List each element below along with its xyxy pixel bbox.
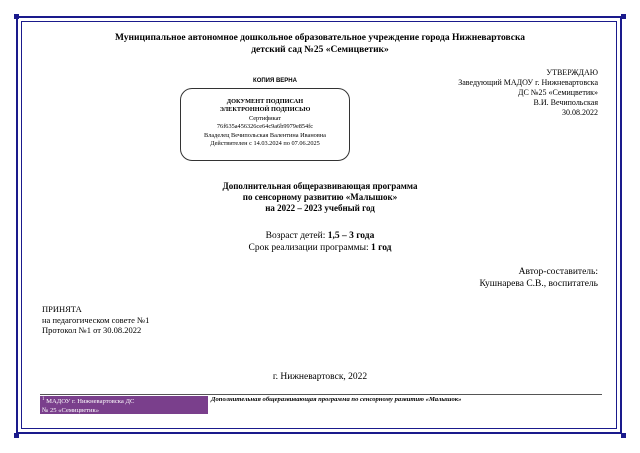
institution-header xyxy=(40,32,600,56)
institution-name-line2: детский сад №25 «Семицветик» xyxy=(251,45,389,55)
program-title-line2: по сенсорному развитию «Малышок» xyxy=(242,192,398,203)
age-label: Возраст детей: xyxy=(265,231,328,241)
stamp-cert-number: 76f635a456326ce64c9a6b9979e854fc xyxy=(216,123,314,131)
term-label: Срок реализации программы: xyxy=(248,243,371,253)
footer-program-title: Дополнительная общеразвивающая программа по сенсорному развитию «Малышок» xyxy=(211,396,462,403)
footer-organization xyxy=(40,396,208,414)
stamp-title-line1: ДОКУМЕНТ ПОДПИСАН xyxy=(226,98,304,105)
approval-position: Заведующий МАДОУ г. Нижневартовска xyxy=(458,78,598,87)
approval-title: УТВЕРЖДАЮ xyxy=(546,68,598,77)
author-label: Автор-составитель: xyxy=(518,267,598,277)
accepted-council: на педагогическом совете №1 xyxy=(42,314,150,325)
approval-block xyxy=(378,68,598,118)
program-title xyxy=(150,181,490,215)
accepted-title: ПРИНЯТА xyxy=(42,304,82,314)
frame-corner xyxy=(621,433,626,438)
page-number: 1 xyxy=(42,397,45,402)
city-year: г. Нижневартовск, 2022 xyxy=(272,372,368,382)
frame-corner xyxy=(14,433,19,438)
approval-date: 30.08.2022 xyxy=(562,108,598,117)
footer-org-line2: № 25 «Семицветик» xyxy=(42,406,100,414)
age-line xyxy=(150,230,490,242)
term-line xyxy=(150,242,490,254)
footer-org-line1 xyxy=(42,396,206,407)
frame-corner xyxy=(621,14,626,19)
author-block xyxy=(338,267,598,290)
institution-name-line1: Муниципальное автономное дошкольное образовательное учреждение города Нижневартовска xyxy=(114,33,526,43)
stamp-title-line2: ЭЛЕКТРОННОЙ ПОДПИСЬЮ xyxy=(219,106,311,114)
approval-organization: ДС №25 «Семицветик» xyxy=(518,88,598,97)
footer-divider xyxy=(40,394,602,395)
frame-corner xyxy=(14,14,19,19)
term-value: 1 год xyxy=(371,243,392,253)
stamp-owner: Владелец Вечипольская Валентина Ивановна xyxy=(204,131,326,139)
copy-certified-label: КОПИЯ ВЕРНА xyxy=(253,78,297,84)
accepted-block xyxy=(42,304,242,336)
age-value: 1,5 – 3 года xyxy=(327,231,375,241)
electronic-signature-stamp xyxy=(180,88,350,161)
accepted-protocol: Протокол №1 от 30.08.2022 xyxy=(42,325,142,335)
program-title-line3: на 2022 – 2023 учебный год xyxy=(265,203,375,214)
program-details xyxy=(150,230,490,254)
stamp-cert-label: Сертификат xyxy=(248,114,282,122)
approval-name: В.И. Вечипольская xyxy=(533,98,598,107)
author-name: Кушнарева С.В., воспитатель xyxy=(479,278,598,289)
stamp-validity: Действителен с 14.03.2024 по 07.06.2025 xyxy=(210,140,320,148)
program-title-line1: Дополнительная общеразвивающая программа xyxy=(222,181,418,191)
footer-org-text1: МАДОУ г. Нижневартовска ДС xyxy=(44,398,135,406)
